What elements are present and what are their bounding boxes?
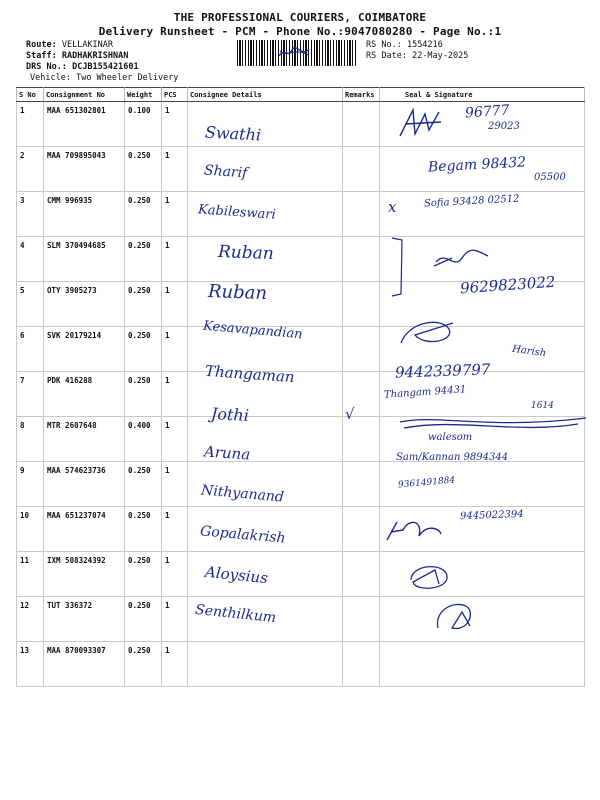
cell-weight: 0.250 (125, 237, 162, 282)
cell-sno: 1 (17, 102, 44, 147)
handwritten-signature: Thangam 94431 (383, 384, 467, 401)
cell-remarks (343, 282, 380, 327)
handwritten-signature: 05500 (534, 172, 566, 183)
col-header-consignment: Consignment No (44, 88, 125, 102)
vehicle-label: Vehicle: (30, 73, 71, 83)
handwritten-signature: Sofia 93428 02512 (423, 193, 520, 210)
handwritten-remark: √ (345, 405, 355, 423)
cell-pcs: 1 (162, 102, 188, 147)
col-header-weight: Weight (125, 88, 162, 102)
signature-scribble (405, 560, 453, 594)
cell-remarks (343, 642, 380, 687)
cell-sno: 4 (17, 237, 44, 282)
cell-consignment-no: SVK 20179214 (44, 327, 125, 372)
cell-sno: 2 (17, 147, 44, 192)
handwritten-consignee: Gopalakrish (199, 523, 287, 547)
vehicle-value: Two Wheeler Delivery (76, 73, 179, 83)
cell-consignment-no: MAA 709895043 (44, 147, 125, 192)
handwritten-signature: 1614 (531, 401, 554, 411)
cell-pcs: 1 (162, 237, 188, 282)
cell-pcs: 1 (162, 192, 188, 237)
cell-sno: 11 (17, 552, 44, 597)
cell-signature (380, 642, 585, 687)
cell-sno: 7 (17, 372, 44, 417)
table-header-row (17, 88, 585, 102)
col-header-signature: Seal & Signature (380, 88, 585, 102)
cell-consignment-no: MTR 2607648 (44, 417, 125, 462)
staff-value: RADHAKRISHNAN (61, 51, 129, 61)
cell-remarks (343, 147, 380, 192)
rs-no-line (366, 40, 443, 50)
handwritten-consignee: Aloysius (204, 562, 269, 588)
cell-sno: 10 (17, 507, 44, 552)
rs-date-label: RS Date: (366, 51, 407, 61)
col-header-sno: S No (17, 88, 44, 102)
cell-remarks (343, 552, 380, 597)
handwritten-consignee: Swathi (204, 122, 262, 145)
col-header-remarks: Remarks (343, 88, 380, 102)
cell-pcs: 1 (162, 282, 188, 327)
handwritten-signature: 9361491884 (397, 475, 456, 491)
cell-weight: 0.400 (125, 417, 162, 462)
handwritten-consignee: Sharif (203, 162, 248, 182)
cell-weight: 0.250 (125, 507, 162, 552)
handwritten-signature: Harish (511, 343, 547, 360)
cell-signature (380, 597, 585, 642)
cell-weight: 0.250 (125, 597, 162, 642)
cell-consignment-no: MAA 651237074 (44, 507, 125, 552)
handwritten-signature: 9445022394 (459, 508, 524, 523)
handwritten-signature: 9629823022 (459, 272, 556, 298)
table-row (17, 642, 585, 687)
cell-weight: 0.250 (125, 552, 162, 597)
cell-pcs: 1 (162, 462, 188, 507)
cell-weight: 0.250 (125, 372, 162, 417)
handwritten-signature: Begam 98432 (427, 154, 527, 176)
handwritten-consignee: Nithyanand (200, 482, 285, 506)
cell-pcs: 1 (162, 642, 188, 687)
route-value: VELLAKINAR (61, 40, 114, 50)
route-line (26, 40, 113, 50)
cell-consignment-no: OTY 3905273 (44, 282, 125, 327)
barcode-scratch-mark (278, 46, 310, 60)
col-header-consignee: Consignee Details (188, 88, 343, 102)
cell-remarks (343, 327, 380, 372)
cell-sno: 6 (17, 327, 44, 372)
cell-sno: 5 (17, 282, 44, 327)
cell-sno: 8 (17, 417, 44, 462)
table-row (17, 462, 585, 507)
cell-pcs: 1 (162, 417, 188, 462)
table-body (17, 102, 585, 687)
staff-label: Staff: (26, 51, 57, 61)
cell-remarks (343, 417, 380, 462)
handwritten-remark: x (388, 198, 397, 216)
drs-line (26, 62, 139, 72)
cell-consignment-no: MAA 651302801 (44, 102, 125, 147)
rs-date-value: 22-May-2025 (412, 51, 469, 61)
cell-remarks (343, 462, 380, 507)
rs-date-line (366, 51, 468, 61)
handwritten-consignee: Ruban (207, 280, 268, 305)
table-row (17, 237, 585, 282)
handwritten-signature: walesom (428, 432, 473, 443)
handwritten-consignee: Senthilkum (194, 601, 277, 627)
vehicle-line (30, 73, 178, 83)
drs-label: DRS No.: (26, 62, 67, 72)
cell-consignment-no: IXM 508324392 (44, 552, 125, 597)
route-label: Route: (26, 40, 57, 50)
company-title: THE PROFESSIONAL COURIERS, COIMBATORE (173, 11, 427, 24)
cell-consignment-no: TUT 336372 (44, 597, 125, 642)
drs-value: DCJB155421601 (72, 62, 139, 72)
handwritten-signature: Sam/Kannan 9894344 (396, 452, 509, 463)
handwritten-consignee: Ruban (217, 242, 275, 264)
cell-remarks (343, 237, 380, 282)
cell-weight: 0.250 (125, 147, 162, 192)
cell-consignment-no: PDK 416288 (44, 372, 125, 417)
cell-sno: 12 (17, 597, 44, 642)
cell-remarks (343, 507, 380, 552)
cell-pcs: 1 (162, 147, 188, 192)
cell-pcs: 1 (162, 372, 188, 417)
cell-weight: 0.250 (125, 282, 162, 327)
cell-weight: 0.100 (125, 102, 162, 147)
cell-sno: 13 (17, 642, 44, 687)
table-row (17, 552, 585, 597)
cell-weight: 0.250 (125, 642, 162, 687)
handwritten-consignee: Aruna (203, 442, 251, 464)
signature-scribble (395, 106, 445, 146)
cell-remarks (343, 597, 380, 642)
runsheet-table (16, 87, 585, 687)
handwritten-consignee: Kabileswari (197, 202, 277, 223)
table-row (17, 372, 585, 417)
signature-scribble (383, 512, 443, 546)
cell-consignment-no: SLM 370494685 (44, 237, 125, 282)
cell-pcs: 1 (162, 552, 188, 597)
staff-line (26, 51, 128, 61)
cell-weight: 0.250 (125, 192, 162, 237)
cell-sno: 3 (17, 192, 44, 237)
cell-consignment-no: MAA 574623736 (44, 462, 125, 507)
cell-pcs: 1 (162, 597, 188, 642)
cell-weight: 0.250 (125, 462, 162, 507)
rs-no-value: 1554216 (406, 40, 443, 50)
handwritten-consignee: Thangaman (204, 361, 296, 387)
cell-consignment-no: CMM 996935 (44, 192, 125, 237)
cell-remarks (343, 192, 380, 237)
handwritten-signature: 9442339797 (394, 360, 491, 382)
handwritten-consignee: Kesavapandian (202, 318, 304, 343)
cell-consignee (188, 642, 343, 687)
handwritten-consignee: Jothi (210, 404, 250, 425)
cell-pcs: 1 (162, 327, 188, 372)
cell-weight: 0.250 (125, 327, 162, 372)
table-row (17, 597, 585, 642)
runsheet-subtitle: Delivery Runsheet - PCM - Phone No.:9047080280 - Page No.:1 (98, 25, 502, 38)
signature-scribble (395, 315, 457, 349)
cell-consignment-no: MAA 870093307 (44, 642, 125, 687)
handwritten-signature: 29023 (488, 121, 520, 132)
cell-sno: 9 (17, 462, 44, 507)
cell-remarks (343, 102, 380, 147)
signature-strikethrough (398, 412, 588, 434)
rs-no-label: RS No.: (366, 40, 402, 50)
cell-pcs: 1 (162, 507, 188, 552)
col-header-pcs: PCS (162, 88, 188, 102)
signature-scribble (432, 248, 492, 272)
signature-scribble (432, 598, 480, 638)
remark-bracket-mark (390, 236, 406, 298)
handwritten-signature: 96777 (464, 102, 511, 122)
